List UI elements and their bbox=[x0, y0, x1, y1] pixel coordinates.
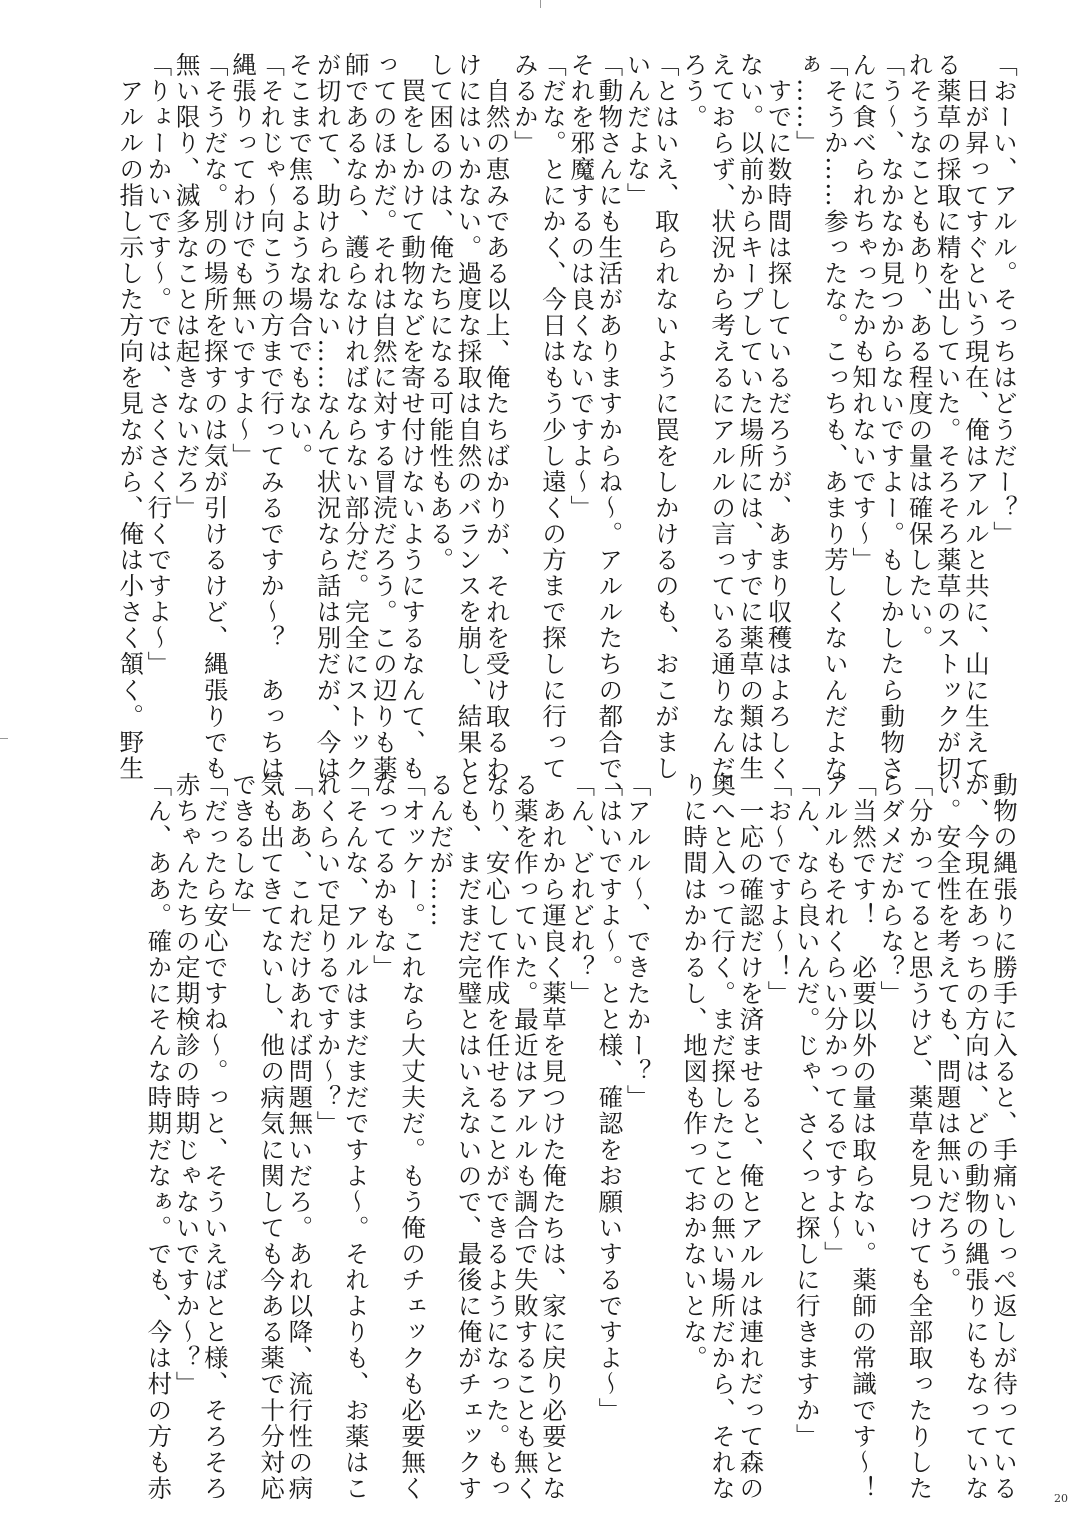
text-column: 「お〜ですよ〜！」 bbox=[764, 772, 794, 1007]
text-column: れそうなこともあり、ある程度の量は確保したい。 bbox=[905, 52, 935, 652]
text-column: 「だったら安心ですね〜。っと、そういえばとと様、そろそろ bbox=[200, 772, 230, 1502]
text-column: 「アルル〜、できたかー？」 bbox=[623, 772, 653, 1111]
text-column: 「オッケー。これなら大丈夫だ。もう俺のチェックも必要無く bbox=[398, 772, 428, 1502]
text-column: 「ん、なら良いんだ。じゃ、さくっと探しに行きますか」 bbox=[792, 772, 822, 1450]
text-column: けにはいかない。過度な採取は自然のバランスを崩し、結果と bbox=[454, 52, 484, 782]
text-column: ない。以前からキープしていた場所には、すでに薬草の類は生 bbox=[736, 52, 766, 782]
text-column: らダメだからな？」 bbox=[877, 772, 907, 1007]
text-column: 「ん、ああ。確かにそんな時期だなぁ。でも、今は村の方も赤 bbox=[144, 772, 174, 1502]
text-column: 自然の恵みである以上、俺たちばかりが、それを受け取るわ bbox=[482, 52, 512, 782]
text-column: るんだが…… bbox=[426, 772, 456, 929]
text-column: 師であるなら、護らなければならない部分だ。完全にストック bbox=[341, 52, 371, 782]
text-column: ろう。 bbox=[679, 52, 709, 131]
text-column: 「りょーかいです〜。では、さくさく行くですよ〜」 bbox=[144, 52, 174, 678]
text-column: 「当然です！ 必要以外の量は取らない。薬師の常識です〜！ bbox=[849, 772, 879, 1502]
crop-mark-top bbox=[540, 0, 541, 8]
text-column: い。安全性を考えても、問題は無いだろう。 bbox=[933, 772, 963, 1293]
text-column: アルルの指し示した方向を見ながら、俺は小さく頷く。野生 bbox=[116, 52, 146, 782]
text-column: 「分かってると思うけど、薬草を見つけても全部取ったりした bbox=[905, 772, 935, 1502]
text-column: ってのほかだ。それは自然に対する冒涜だろう。この辺りも薬 bbox=[369, 52, 399, 782]
text-block-bottom bbox=[144, 772, 1019, 1502]
crop-mark-left bbox=[0, 738, 8, 739]
text-column: 「そうだな。別の場所を探すのは気が引けるけど、縄張りでも bbox=[200, 52, 230, 782]
text-column: が、今現在あっちの方向は、どの動物の縄張りにもなっていな bbox=[961, 772, 991, 1502]
text-column: れくらいで足りるですか〜？」 bbox=[313, 772, 343, 1137]
text-column: すでに数時間は探しているだろうが、あまり収穫はよろしく bbox=[764, 52, 794, 782]
text-block-top bbox=[116, 52, 1019, 808]
text-column: が切れて、助けられない……なんて状況なら話は別だが、今は bbox=[313, 52, 343, 782]
text-column: る薬を作っていた。最近はアルルも調合で失敗することも無く bbox=[510, 772, 540, 1502]
text-column: 「おーい、アルル。そっちはどうだー？」 bbox=[990, 52, 1019, 547]
text-column: とも、まだまだ完璧とはいえないので、最後に俺がチェックす bbox=[454, 772, 484, 1502]
text-column: それを邪魔するのは良くないですよ〜」 bbox=[567, 52, 597, 521]
text-column: なってるかもな」 bbox=[369, 772, 399, 981]
text-column: 罠をしかけて動物などを寄せ付けないようにするなんて、も bbox=[398, 52, 428, 782]
text-column: 縄張りってわけでも無いですよ〜」 bbox=[228, 52, 258, 469]
text-column: ぁ……」 bbox=[792, 52, 822, 157]
text-column: 「はいですよ〜。とと様、確認をお願いするですよ〜」 bbox=[595, 772, 625, 1424]
text-column: みるか」 bbox=[510, 52, 540, 157]
text-column: 赤ちゃんたちの定期検診の時期じゃないですか〜？」 bbox=[172, 772, 202, 1398]
text-column: 「それじゃ〜向こうの方まで行ってみるですか〜？ あっちは bbox=[257, 52, 287, 782]
text-column: んに食べられちゃったかも知れないです〜」 bbox=[849, 52, 879, 573]
text-column: して困るのは、俺たちになる可能性もある。 bbox=[426, 52, 456, 573]
text-column: アルルもそれくらい分かってるですよ〜」 bbox=[820, 772, 850, 1267]
text-column: 「動物さんにも生活がありますからね〜。アルルたちの都合で、 bbox=[595, 52, 625, 808]
text-column: できるしな」 bbox=[228, 772, 258, 929]
text-column: 日が昇ってすぐという現在、俺はアルルと共に、山に生えて bbox=[961, 52, 991, 782]
text-column: あれから運良く薬草を見つけた俺たちは、家に戻り必要とな bbox=[539, 772, 568, 1502]
text-column: 「だな。とにかく、今日はもう少し遠くの方まで探しに行って bbox=[539, 52, 568, 782]
text-column: 一応の確認だけを済ませると、俺とアルルは連れだって森の bbox=[736, 772, 766, 1502]
text-column: 無い限り、滅多なことは起きないだろ」 bbox=[172, 52, 202, 521]
text-column: 「う〜、なかなか見つからないですよー。もしかしたら動物さ bbox=[877, 52, 907, 782]
text-column: 奥へと入って行く。まだ探したことの無い場所だから、それな bbox=[708, 772, 738, 1502]
page-number: 20 bbox=[1054, 1492, 1068, 1505]
text-column: 動物の縄張りに勝手に入ると、手痛いしっぺ返しが待っている bbox=[990, 772, 1019, 1502]
text-column: 「そんな、アルルはまだまだですよ〜。それよりも、お薬はこ bbox=[341, 772, 371, 1502]
text-column: 「ああ、これだけあれば問題無いだろ。あれ以降、流行性の病 bbox=[285, 772, 315, 1502]
text-column: 「ん、どれどれ？」 bbox=[567, 772, 597, 1007]
text-column: 気も出てきてないし、他の病気に関しても今ある薬で十分対応 bbox=[257, 772, 287, 1502]
text-column: る薬草の採取に精を出していた。そろそろ薬草のストックが切 bbox=[933, 52, 963, 782]
text-column: えておらず、状況から考えるにアルルの言っている通りなんだ bbox=[708, 52, 738, 782]
text-column: いんだよな」 bbox=[623, 52, 653, 209]
text-column: 「とはいえ、取られないように罠をしかけるのも、おこがまし bbox=[651, 52, 681, 782]
text-column: なり、安心して作成を任せることができるようになった。もっ bbox=[482, 772, 512, 1502]
text-column: 「そうか……参ったな。こっちも、あまり芳しくないんだよな bbox=[820, 52, 850, 782]
text-column: りに時間はかかるし、地図も作っておかないとな。 bbox=[679, 772, 709, 1372]
text-column: そこまで焦るような場合でもない。 bbox=[285, 52, 315, 469]
text-column bbox=[652, 772, 680, 1472]
